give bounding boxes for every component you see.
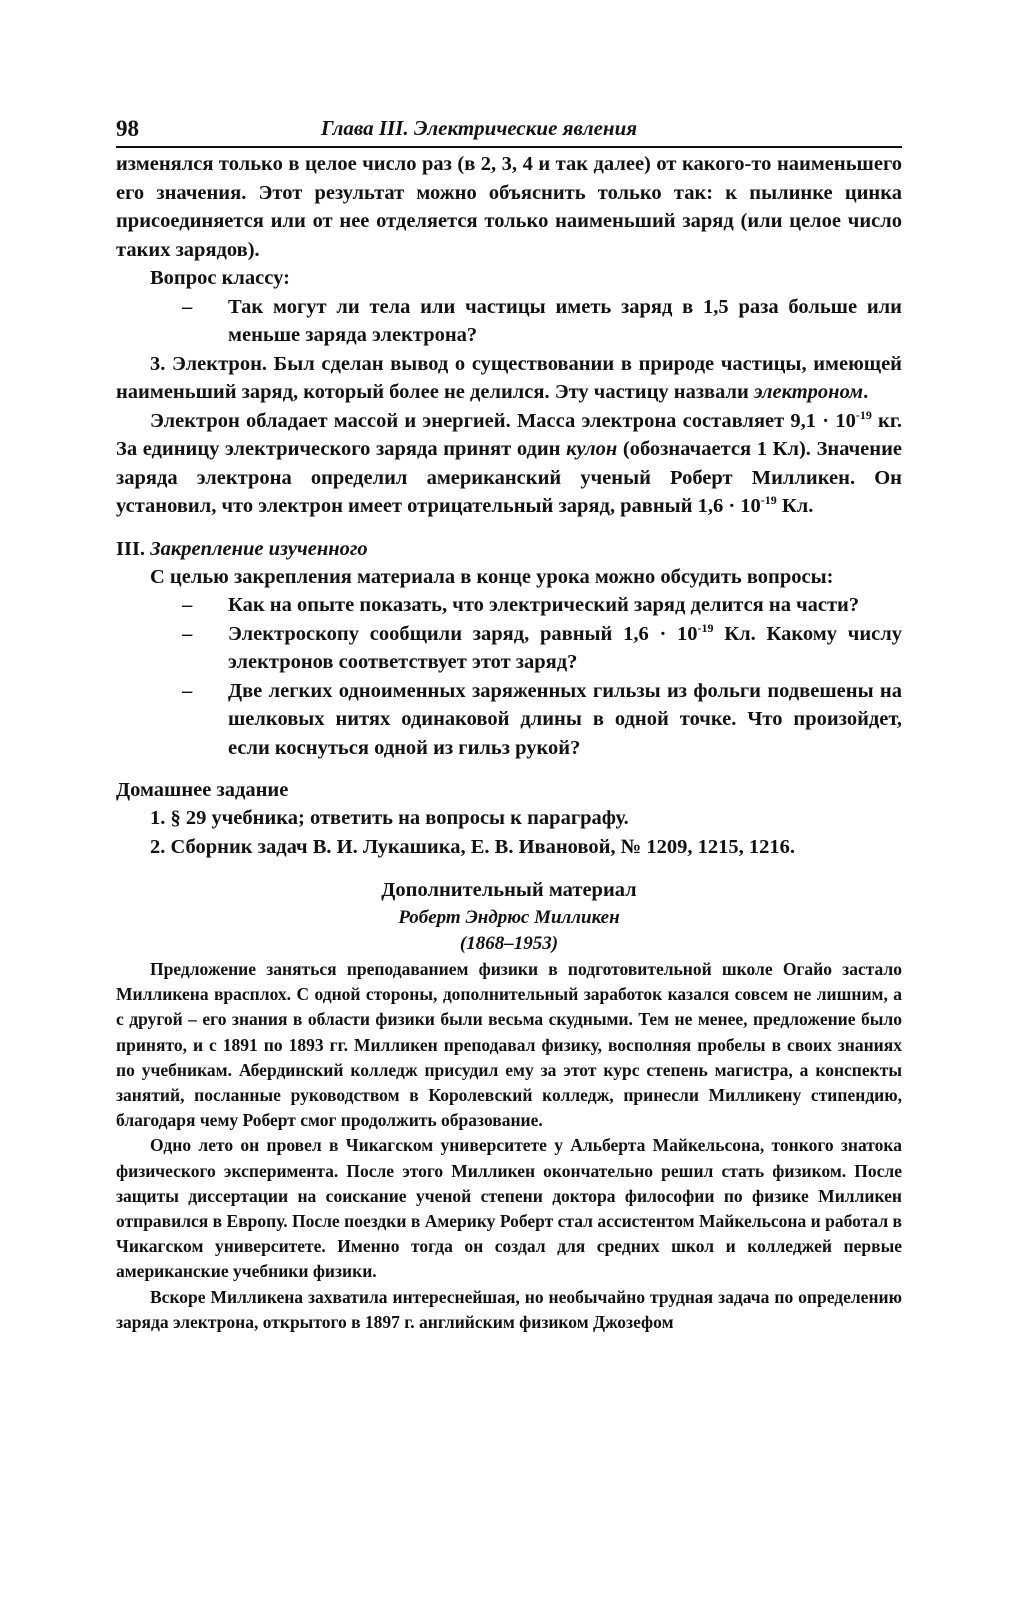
running-head: Глава III. Электрические явления (321, 116, 638, 140)
extra-material-heading: Дополнительный материал (381, 879, 637, 901)
review-question-1 (116, 591, 902, 620)
section-intro: С целью закрепления материала в конце урока можно обсудить вопросы: (150, 565, 834, 588)
review-question-2 (116, 620, 902, 677)
dash-marker: – (182, 594, 193, 616)
page-body (116, 150, 902, 1335)
biography-paragraph-1: Предложение заняться преподаванием физики в подготовительной школе Огайо застало Милликена врасплох. С одной стороны, дополнительный заработок казался совсем не лишним, а с другой – его знания в области физики были весьма скудными. Тем не менее, предложение было принято, и с 1891 по 1893 гг. Милликен преподавал физику, восполняя пробелы в своих знаниях по учебникам. Абердинский колледж присудил ему за этот курс степень магистра, а конспекты занятий, посланные руководством в Королевский колледж, принесли Милликену стипендию, благодаря чему Роберт смог продолжить образование. (116, 959, 902, 1131)
homework-heading: Домашнее задание (116, 779, 289, 801)
biography-name: Роберт Эндрюс Милликен (398, 907, 620, 928)
section-heading (116, 535, 902, 563)
mass-exponent: -19 (855, 407, 872, 422)
review-question-text: Две легких одноименных заряженных гильзы из фольги подвешены на шелковых нитях одинаковой длины в одной точке. Что произойдет, если коснуться одной из гильз рукой? (228, 679, 902, 759)
question-text: Так могут ли тела или частицы иметь заряд в 1,5 раза больше или меньше заряда электрона? (228, 295, 902, 346)
section-number: III. (116, 537, 151, 560)
biography-years: (1868–1953) (459, 933, 559, 954)
biography-paragraph-2: Одно лето он провел в Чикагском университете у Альберта Майкельсона, тонкого знатока физического эксперимента. После этого Милликен окончательно решил стать физиком. После защиты диссертации на соискание ученой степени доктора философии по физике Милликен отправился в Европу. После поездки в Америку Роберт стал ассистентом Майкельсона и работал в Чикагском университете. Именно тогда он создал для средних школ и колледжей первые американские учебники физики. (116, 1135, 902, 1282)
section-title: Закрепление изученного (150, 537, 368, 560)
question-item (116, 293, 902, 350)
review-question-3 (116, 677, 902, 763)
electron-text: 3. Электрон. Был сделан вывод о существовании в природе частицы, имеющей наименьший заряд, который более не делился. Эту частицу назвали (116, 352, 902, 403)
millikan-text: (обозначается 1 Кл). Значение заряда электрона определил американский ученый Роберт Милликен. Он установил, что электрон имеет отрицательный заряд, равный 1,6 · 10 (116, 438, 903, 517)
biography-paragraph-3: Вскоре Милликена захватила интереснейшая, но необычайно трудная задача по определению заряда электрона, открытого в 1897 г. английским физиком Джозефом (116, 1286, 902, 1332)
homework-item-2: 2. Сборник задач В. И. Лукашика, Е. В. Ивановой, № 1209, 1215, 1216. (150, 835, 795, 858)
page-header (116, 112, 902, 148)
electron-paragraph (116, 350, 902, 407)
dash-marker: – (182, 679, 193, 702)
dash-marker: – (182, 295, 193, 318)
review-question-text: Кл. Какому числу электронов соответствует этот заряд? (228, 622, 902, 673)
review-question-text: Как на опыте показать, что электрический заряд делится на части? (228, 594, 860, 616)
review-question-text: Электроскопу сообщили заряд, равный 1,6 · 10 (228, 622, 698, 645)
electron-mass-paragraph (116, 407, 902, 521)
coulomb-term: кулон (566, 438, 618, 460)
question-intro: Вопрос классу: (150, 267, 290, 289)
question-exponent: -19 (697, 620, 714, 635)
homework-item-1: 1. § 29 учебника; ответить на вопросы к параграфу. (150, 807, 629, 829)
paragraph-continuation: изменялся только в целое число раз (в 2, 3, 4 и так далее) от какого-то наименьшего его значения. Этот результат можно объяснить только так: к пылинке цинка присоединяется или от нее отделяется только наименьший заряд (или целое число таких зарядов). (116, 153, 902, 261)
dash-marker: – (182, 622, 193, 645)
electron-term: электроном (754, 381, 864, 403)
electron-end: . (863, 381, 869, 403)
mass-text: Электрон обладает массой и энергией. Масса электрона составляет 9,1 · 10 (150, 409, 856, 432)
page-number: 98 (116, 116, 139, 141)
unit-text: кг. За единицу электрического заряда принят один (116, 409, 902, 460)
charge-unit: Кл. (776, 495, 814, 517)
charge-exponent: -19 (760, 493, 777, 508)
